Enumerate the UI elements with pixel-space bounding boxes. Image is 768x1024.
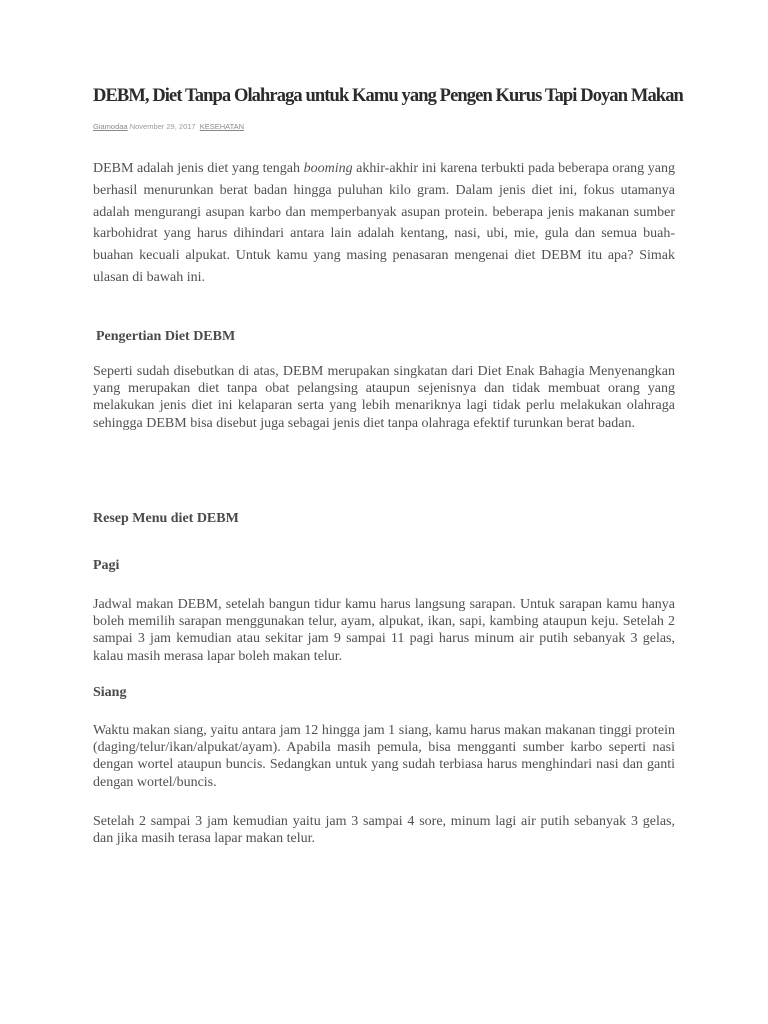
publish-date: November 29, 2017: [129, 122, 196, 131]
pagi-paragraph: Jadwal makan DEBM, setelah bangun tidur kamu harus langsung sarapan. Untuk sarapan kamu hanya boleh memilih sarapan menggunakan telur, ayam, alpukat, ikan, sapi, kambing ataupun keju. Setelah 2 sampai 3 jam kemudian atau sekitar jam 9 sampai 11 pagi harus minum air putih sebanyak 3 gelas, kalau masih merasa lapar boleh makan telur.: [93, 597, 675, 664]
article-title: DEBM, Diet Tanpa Olahraga untuk Kamu yang Pengen Kurus Tapi Doyan Makan: [93, 86, 683, 106]
intro-paragraph: [93, 158, 675, 289]
author-link[interactable]: Giamodaa: [93, 122, 128, 131]
siang-paragraph-2: Setelah 2 sampai 3 jam kemudian yaitu jam 3 sampai 4 sore, minum lagi air putih sebanyak 3 gelas, dan jika masih terasa lapar makan telur.: [93, 814, 675, 847]
category-link[interactable]: KESEHATAN: [199, 122, 245, 131]
section-heading-resep: Resep Menu diet DEBM: [93, 511, 239, 526]
article-meta: [93, 122, 244, 131]
intro-emphasis: booming: [303, 161, 353, 176]
intro-text-end: akhir-akhir ini karena terbukti pada beberapa orang yang berhasil menurunkan berat badan hingga puluhan kilo gram. Dalam jenis diet ini, fokus utamanya adalah mengurangi asupan karbo dan memperbanyak asupan protein. beberapa jenis makanan sumber karbohidrat yang harus dihindari antara lain adalah kentang, nasi, ubi, mie, gula dan semua buah-buahan kecuali alpukat. Untuk kamu yang masing penasaran mengenai diet DEBM itu apa? Simak ulasan di bawah ini.: [93, 161, 675, 285]
pengertian-paragraph: Seperti sudah disebutkan di atas, DEBM merupakan singkatan dari Diet Enak Bahagia Menyenangkan yang merupakan diet tanpa obat pelangsing ataupun sejenisnya dan tidak membuat orang yang melakukan jenis diet ini kelaparan serta yang lebih menariknya lagi tidak perlu melakukan olahraga sehingga DEBM bisa disebut juga sebagai jenis diet tanpa olahraga efektif turunkan berat badan.: [93, 364, 675, 431]
section-heading-pagi: Pagi: [93, 558, 120, 573]
siang-paragraph-1: Waktu makan siang, yaitu antara jam 12 hingga jam 1 siang, kamu harus makan makanan tinggi protein (daging/telur/ikan/alpukat/ayam). Apabila masih pemula, bisa mengganti sumber karbo seperti nasi dengan wortel ataupun buncis. Sedangkan untuk yang sudah terbiasa harus menghindari nasi dan ganti dengan wortel/buncis.: [93, 723, 675, 790]
section-heading-pengertian: Pengertian Diet DEBM: [96, 329, 236, 344]
section-heading-siang: Siang: [93, 685, 127, 700]
intro-text-start: DEBM adalah jenis diet yang tengah: [93, 161, 304, 176]
